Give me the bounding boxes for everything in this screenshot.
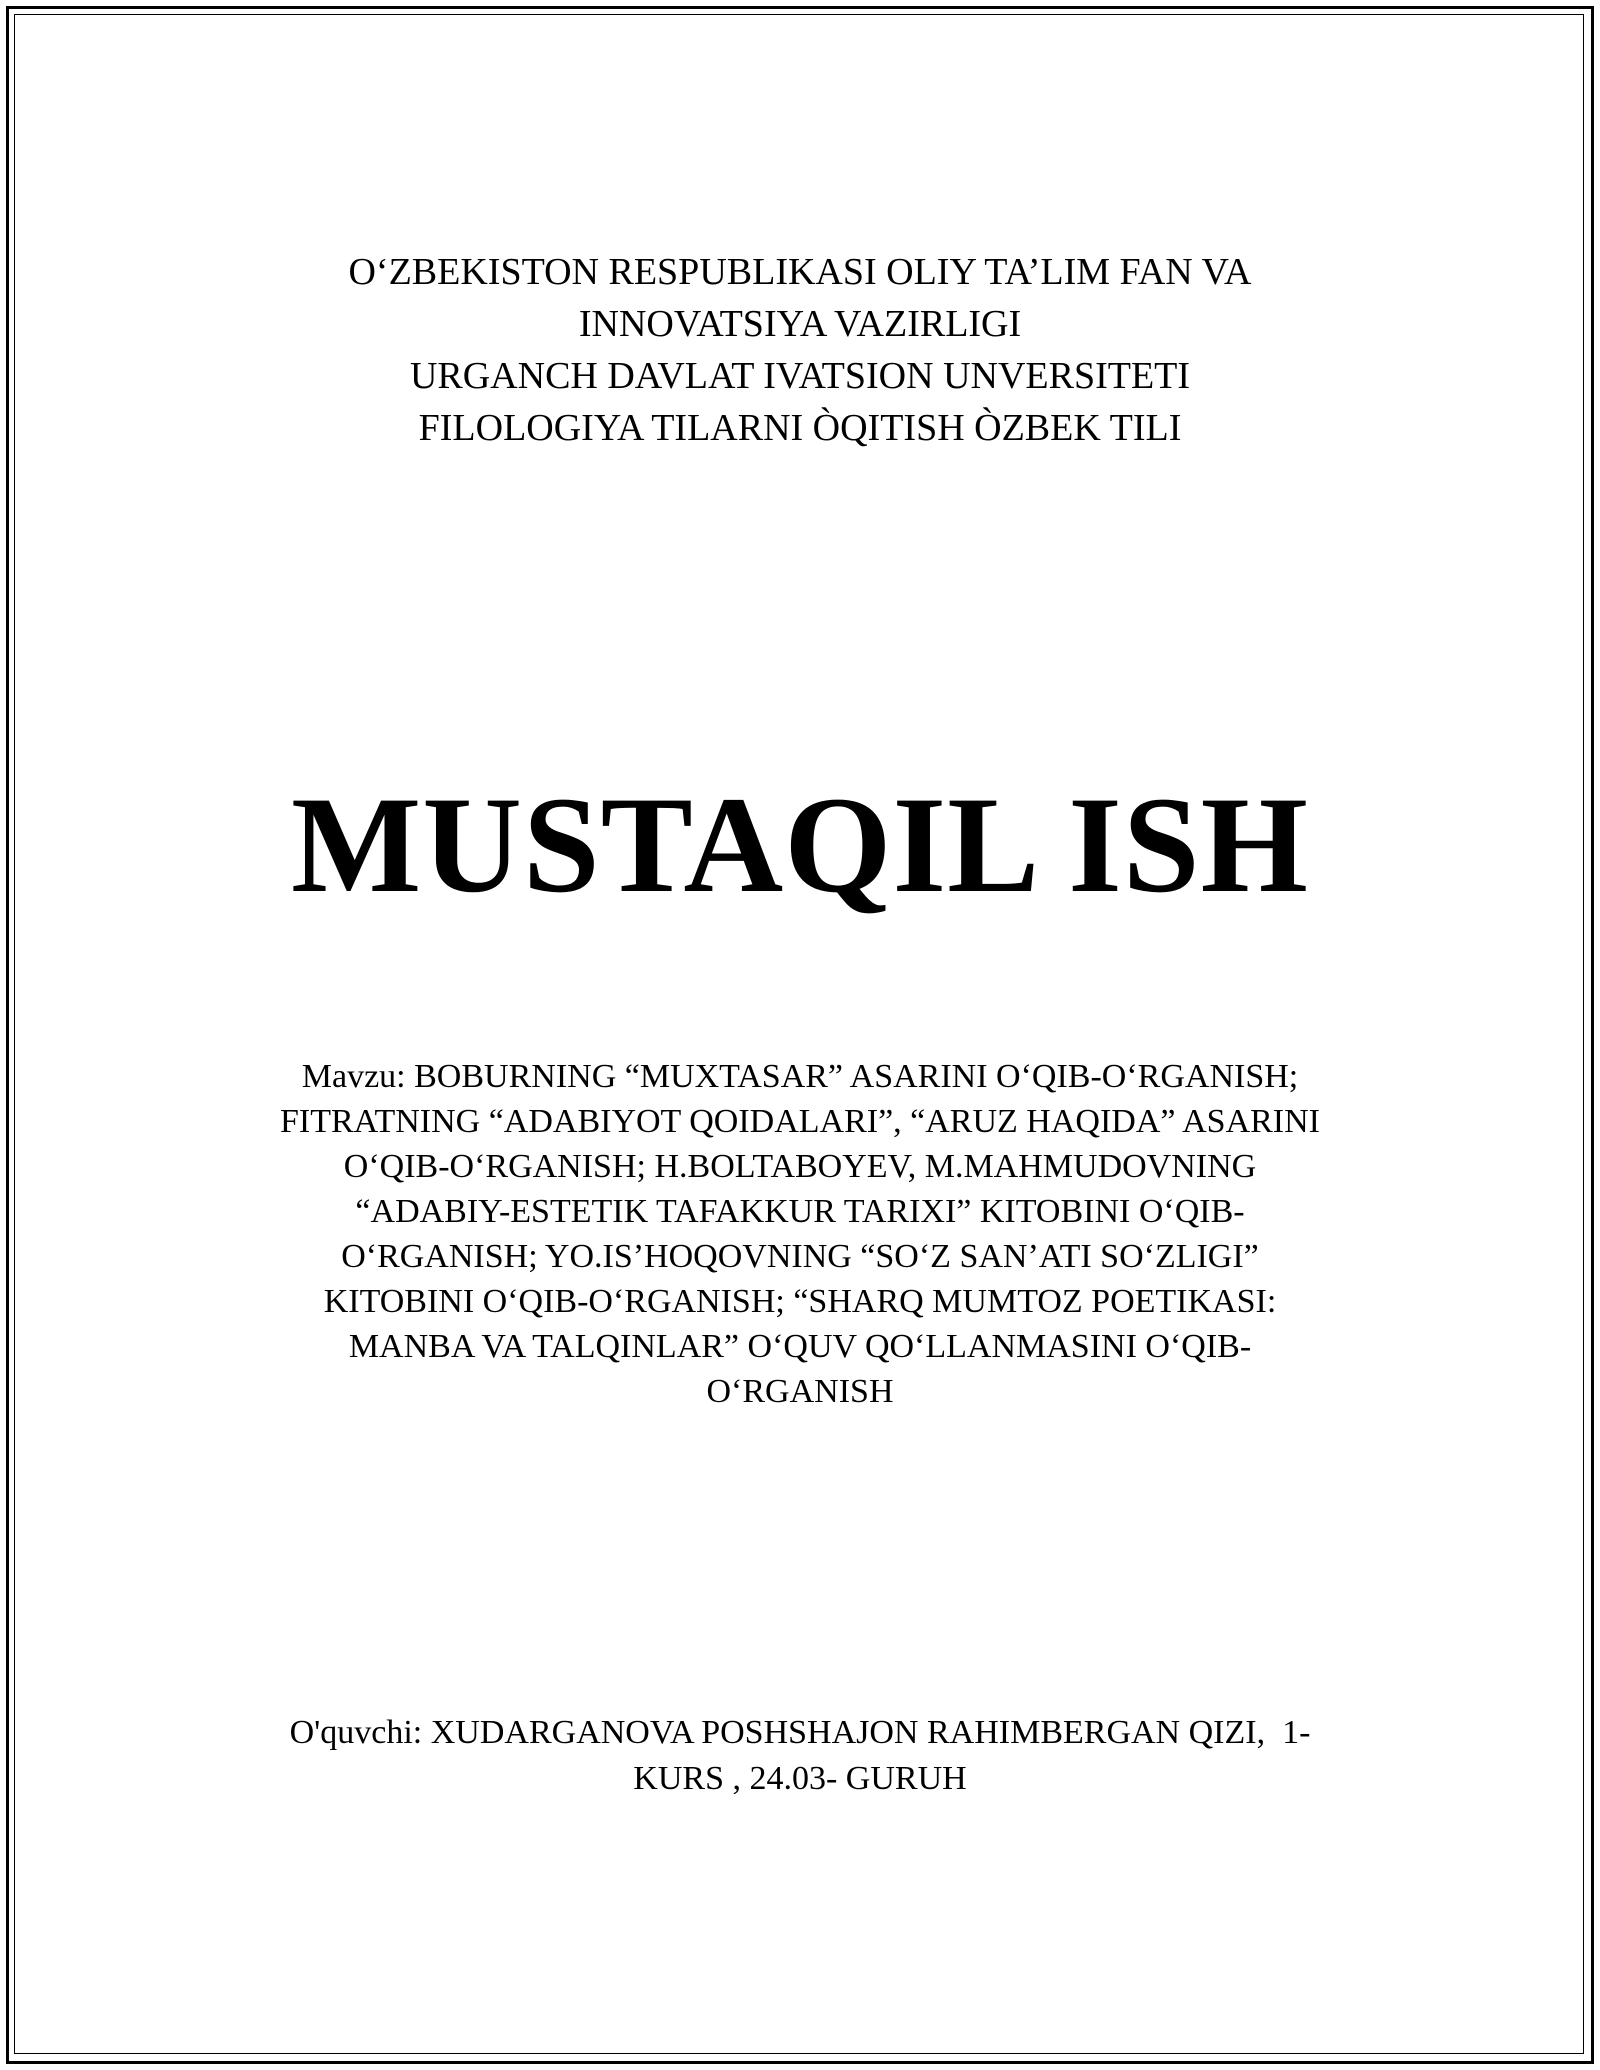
- header-line: INNOVATSIYA VAZIRLIGI: [578, 303, 1022, 345]
- student-line: O'quvchi: XUDARGANOVA POSHSHAJON RAHIMBERGAN QIZI, 1-: [289, 1714, 1311, 1751]
- header-line: FILOLOGIYA TILARNI ÒQITISH ÒZBEK TILI: [418, 407, 1182, 449]
- header-line: O‘ZBEKISTON RESPUBLIKASI OLIY TA’LIM FAN VA: [348, 251, 1252, 293]
- topic-line: O‘RGANISH: [706, 1373, 894, 1410]
- topic-line: “ADABIY-ESTETIK TAFAKKUR TARIXI” KITOBINI O‘QIB-: [355, 1193, 1245, 1230]
- header-line: URGANCH DAVLAT IVATSION UNVERSITETI: [409, 355, 1191, 397]
- topic-line: FITRATNING “ADABIYOT QOIDALARI”, “ARUZ HAQIDA” ASARINI: [279, 1103, 1321, 1140]
- topic-line: O‘QIB-O‘RGANISH; H.BOLTABOYEV, M.MAHMUDOVNING: [343, 1148, 1257, 1185]
- student-info: [200, 1710, 1400, 1802]
- student-line: KURS , 24.03- GURUH: [633, 1760, 967, 1797]
- topic-line: MANBA VA TALQINLAR” O‘QUV QO‘LLANMASINI O‘QIB-: [348, 1328, 1252, 1365]
- topic-section: [200, 1054, 1400, 1414]
- topic-line: O‘RGANISH; YO.IS’HOQOVNING “SO‘Z SAN’ATI SO‘ZLIGI”: [341, 1238, 1259, 1275]
- topic-line: Mavzu: BOBURNING “MUXTASAR” ASARINI O‘QIB-O‘RGANISH;: [301, 1058, 1299, 1095]
- topic-line: KITOBINI O‘QIB-O‘RGANISH; “SHARQ MUMTOZ POETIKASI:: [323, 1283, 1277, 1320]
- ministry-header: [200, 246, 1400, 454]
- document-title: MUSTAQIL ISH: [291, 768, 1309, 921]
